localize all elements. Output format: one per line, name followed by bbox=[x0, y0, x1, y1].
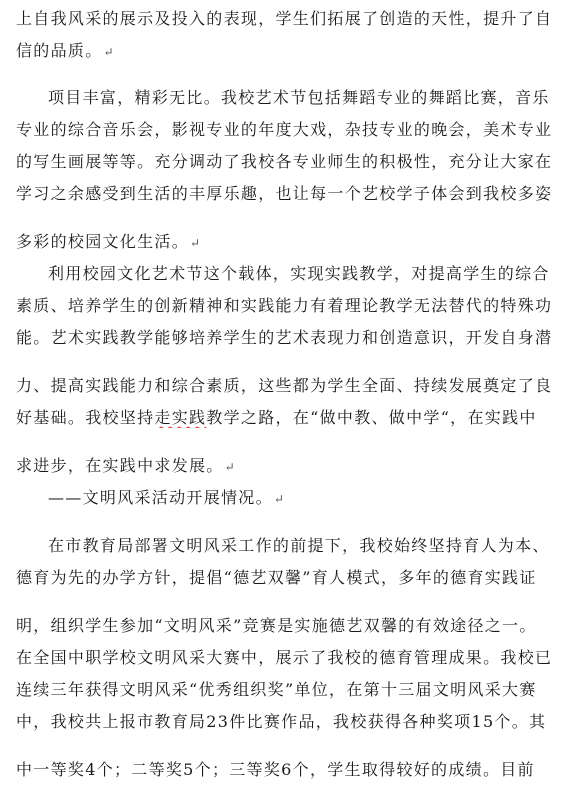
text-line: 利用校园文化艺术节这个载体，实现实践教学，对提高学生的综合 bbox=[48, 264, 550, 283]
text-line: 连续三年获得文明风采“优秀组织奖”单位，在第十三届文明风采大赛 bbox=[16, 680, 537, 699]
paragraph-mark-icon: ↵ bbox=[224, 460, 236, 474]
spellcheck-wavy-text: 走实践 bbox=[154, 408, 207, 427]
text-line: 学习之余感受到生活的丰厚乐趣，也让每一个艺校学子体会到我校多姿 bbox=[16, 184, 552, 203]
paragraph-mark-icon: ↵ bbox=[103, 45, 115, 59]
text-line: 素质、培养学生的创新精神和实践能力有着理论教学无法替代的特殊功 bbox=[16, 296, 552, 315]
text-line: 项目丰富，精彩无比。我校艺术节包括舞蹈专业的舞蹈比赛，音乐 bbox=[48, 88, 550, 107]
text-line: 力、提高实践能力和综合素质，这些都为学生全面、持续发展奠定了良 bbox=[16, 376, 552, 395]
text-line: 在市教育局部署文明风采工作的前提下，我校始终坚持育人为本、 bbox=[48, 536, 550, 555]
text-line: 在全国中职学校文明风采大赛中，展示了我校的德育管理成果。我校已 bbox=[16, 648, 552, 667]
text-line: 明，组织学生参加“文明风采”竞赛是实施德艺双馨的有效途径之一。 bbox=[16, 616, 537, 635]
text-line: 德育为先的办学方针，提倡“德艺双馨”育人模式，多年的德育实践证 bbox=[16, 568, 537, 587]
text-line: 专业的综合音乐会，影视专业的年度大戏，杂技专业的晚会，美术专业 bbox=[16, 120, 552, 139]
text-line: 多彩的校园文化生活。↵ bbox=[16, 232, 202, 251]
text-line: 能。艺术实践教学能够培养学生的艺术表现力和创造意识，开发自身潜 bbox=[16, 328, 552, 347]
section-heading: ——文明风采活动开展情况。↵ bbox=[48, 488, 286, 507]
paragraph-mark-icon: ↵ bbox=[273, 492, 286, 506]
text-line: 中，我校共上报市教育局23件比赛作品，我校获得各种奖项15个。其 bbox=[16, 712, 547, 731]
paragraph-mark-icon: ↵ bbox=[190, 236, 202, 250]
text-line: 上自我风采的展示及投入的表现，学生们拓展了创造的天性，提升了自 bbox=[16, 9, 552, 28]
text-line: 好基础。我校坚持走实践教学之路，在“做中教、做中学“，在实践中 bbox=[16, 408, 537, 427]
text-line: 求进步，在实践中求发展。↵ bbox=[16, 456, 236, 475]
text-line: 中一等奖4个；二等奖5个；三等奖6个，学生取得较好的成绩。目前 bbox=[16, 760, 535, 779]
text-line: 的写生画展等等。充分调动了我校各专业师生的积极性，充分让大家在 bbox=[16, 152, 552, 171]
text-line: 信的品质。↵ bbox=[16, 41, 115, 60]
